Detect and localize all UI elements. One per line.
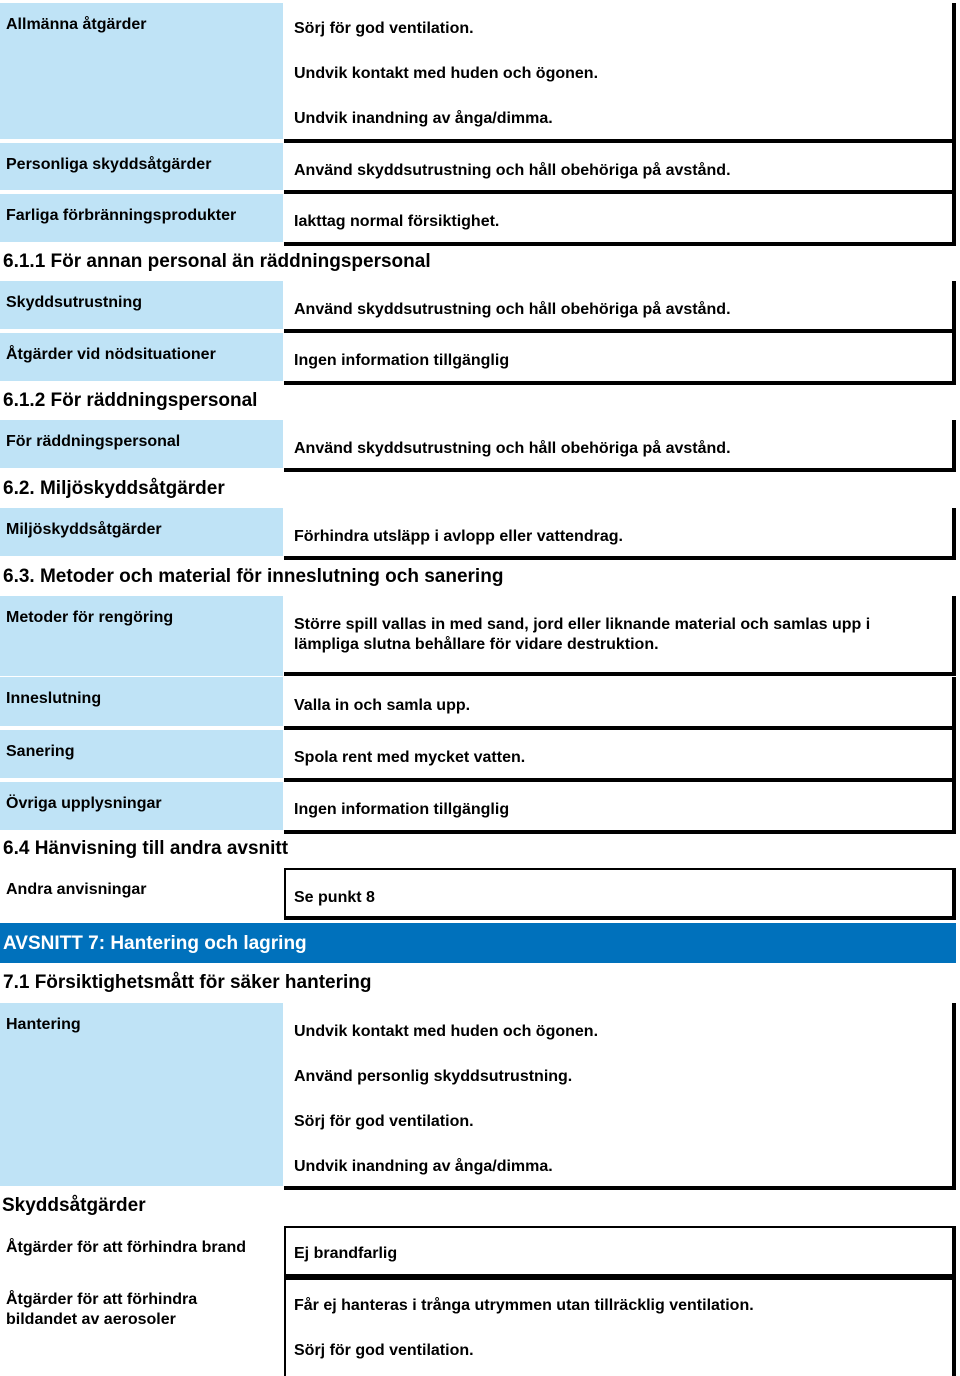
sanitation-label: Sanering xyxy=(0,730,283,778)
personal-measures-text: Använd skyddsutrustning och håll obehöriga på avstånd. xyxy=(294,162,731,179)
responders-label: För räddningspersonal xyxy=(0,420,283,468)
containment-label: Inneslutning xyxy=(0,677,283,726)
references-value xyxy=(284,868,956,920)
emergency-text: Ingen information tillgänglig xyxy=(294,352,510,369)
fire-prevention-label: Åtgärder för att förhindra brand xyxy=(0,1226,283,1274)
cleaning-methods-label: Metoder för rengöring xyxy=(0,596,283,676)
environment-label: Miljöskyddsåtgärder xyxy=(0,508,283,556)
equipment-text: Använd skyddsutrustning och håll obehöriga på avstånd. xyxy=(294,301,731,318)
cleaning-methods-text: Större spill vallas in med sand, jord eller liknande material och samlas upp i lämpliga slutna behållare för vidare destruktion. xyxy=(294,616,871,653)
section-63-title: 6.3. Metoder och material för inneslutning och sanering xyxy=(3,566,504,587)
other-info-text: Ingen information tillgänglig xyxy=(294,801,510,818)
personal-measures-label: Personliga skyddsåtgärder xyxy=(0,143,283,190)
general-measures-label: Allmänna åtgärder xyxy=(0,3,283,139)
handling-line-1: Undvik kontakt med huden och ögonen. xyxy=(294,1023,599,1040)
responders-text: Använd skyddsutrustning och håll obehöriga på avstånd. xyxy=(294,440,731,457)
combustion-products-label: Farliga förbränningsprodukter xyxy=(0,194,283,242)
environment-text: Förhindra utsläpp i avlopp eller vattendrag. xyxy=(294,528,623,545)
aerosol-prevention-label: Åtgärder för att förhindra bildandet av aerosoler xyxy=(0,1278,250,1374)
emergency-label: Åtgärder vid nödsituationer xyxy=(0,333,283,381)
section-7-banner: AVSNITT 7: Hantering och lagring xyxy=(0,923,956,963)
other-info-label: Övriga upplysningar xyxy=(0,782,283,830)
handling-line-3: Sörj för god ventilation. xyxy=(294,1113,474,1130)
general-line-1: Sörj för god ventilation. xyxy=(294,20,474,37)
protective-measures-title: Skyddsåtgärder xyxy=(2,1195,146,1216)
section-612-title: 6.1.2 För räddningspersonal xyxy=(3,390,258,411)
references-text: Se punkt 8 xyxy=(294,889,375,906)
sanitation-text: Spola rent med mycket vatten. xyxy=(294,749,526,766)
section-64-title: 6.4 Hänvisning till andra avsnitt xyxy=(3,838,289,859)
handling-line-4: Undvik inandning av ånga/dimma. xyxy=(294,1158,553,1175)
fire-prevention-text: Ej brandfarlig xyxy=(294,1245,398,1262)
references-label: Andra anvisningar xyxy=(0,868,283,916)
aerosol-line-2: Sörj för god ventilation. xyxy=(294,1342,474,1359)
general-line-2: Undvik kontakt med huden och ögonen. xyxy=(294,65,599,82)
aerosol-prevention-value xyxy=(284,1278,956,1376)
general-line-3: Undvik inandning av ånga/dimma. xyxy=(294,110,553,127)
section-611-title: 6.1.1 För annan personal än räddningspersonal xyxy=(3,251,431,272)
handling-label: Hantering xyxy=(0,1003,283,1186)
combustion-products-text: Iakttag normal försiktighet. xyxy=(294,213,500,230)
containment-text: Valla in och samla upp. xyxy=(294,697,471,714)
aerosol-line-1: Får ej hanteras i trånga utrymmen utan tillräcklig ventilation. xyxy=(294,1297,754,1314)
section-71-title: 7.1 Försiktighetsmått för säker hantering xyxy=(3,972,372,993)
handling-line-2: Använd personlig skyddsutrustning. xyxy=(294,1068,573,1085)
section-62-title: 6.2. Miljöskyddsåtgärder xyxy=(3,478,225,499)
equipment-label: Skyddsutrustning xyxy=(0,281,283,329)
